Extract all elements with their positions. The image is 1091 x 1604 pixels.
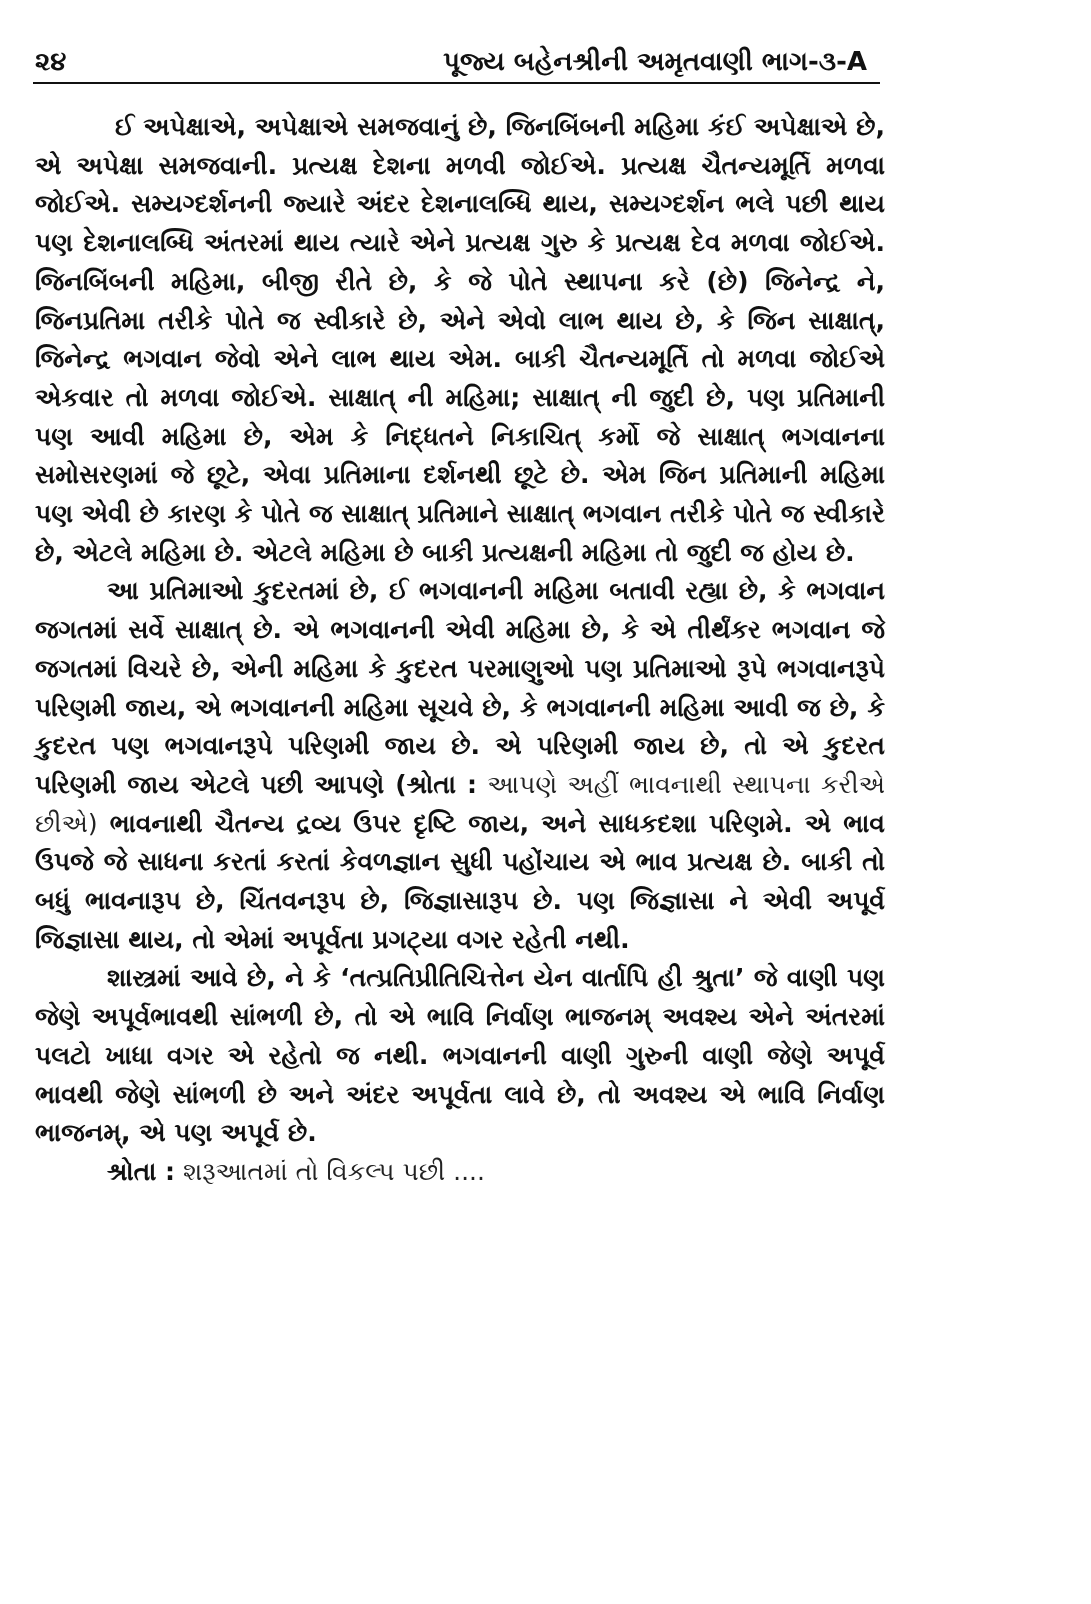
interjection-speech: આપણે અહીં ભાવનાથી સ્થાપના કરીએ છીએ) [35,769,886,838]
header-rule [33,82,880,84]
paragraph-1: ઈ અપેક્ષાએ, અપેક્ષાએ સમજવાનું છે, જિનબિંબની મહિમા કંઈ અપેક્ષાએ છે, એ અપેક્ષા સમજવાની. પ્રત્યક્ષ દેશના મળવી જોઈએ. પ્રત્યક્ષ ચૈતન્યમૂર્તિ મળવા જોઈએ. સમ્યગ્દર્શનની જ્યારે અંદર દેશનાલબ્ધિ થાય, સમ્યગ્દર્શન ભલે પછી થાય પણ દેશનાલબ્ધિ અંતરમાં થાય ત્યારે એને પ્રત્યક્ષ ગુરુ કે પ્રત્યક્ષ દેવ મળવા જોઈએ. જિનબિંબની મહિમા, બીજી રીતે છે, કે જે પોતે સ્થાપના કરે (છે) જિનેન્દ્ર ને, જિનપ્રતિમા તરીકે પોતે જ સ્વીકારે છે, એને એવો લાભ થાય છે, કે જિન સાક્ષાત્, જિનેન્દ્ર ભગવાન જેવો એને લાભ થાય એમ. બાકી ચૈતન્યમૂર્તિ તો મળવા જોઈએ એકવાર તો મળવા જોઈએ. સાક્ષાત્ ની મહિમા; સાક્ષાત્ ની જુદી છે, પણ પ્રતિમાની પણ આવી મહિમા છે, એમ કે નિદ્ધતને નિકાચિત્ કર્મો જે સાક્ષાત્ ભગવાનના સમોસરણમાં જે છૂટે, એવા પ્રતિમાના દર્શનથી છૂટે છે. એમ જિન પ્રતિમાની મહિમા પણ એવી છે કારણ કે પોતે જ સાક્ષાત્ પ્રતિમાને સાક્ષાત્ ભગવાન તરીકે પોતે જ સ્વીકારે છે, એટલે મહિમા છે. એટલે મહિમા છે બાકી પ્રત્યક્ષની મહિમા તો જુદી જ હોય છે. [35,112,885,567]
paragraph-3: શાસ્ત્રમાં આવે છે, ને કે ‘તત્પ્રતિપ્રીતિચિત્તેન યેન વાર્તાપિ હી શ્રુતા’ જે વાણી પણ જેણે અપૂર્વભાવથી સાંભળી છે, તો એ ભાવિ નિર્વાણ ભાજનમ્ અવશ્ય એને અંતરમાં પલટો ખાધા વગર એ રહેતો જ નથી. ભગવાનની વાણી ગુરુની વાણી જેણે અપૂર્વ ભાવથી જેણે સાંભળી છે અને અંદર અપૂર્વતા લાવે છે, તો અવશ્ય એ ભાવિ નિર્વાણ ભાજનમ્, એ પણ અપૂર્વ છે. [35,963,885,1148]
page-header [35,44,867,80]
page-number: ૨૪ [35,47,67,77]
paragraph-2-text-after: ભાવનાથી ચૈતન્ય દ્રવ્ય ઉપર દૃષ્ટિ જાય, અને સાધકદશા પરિણમે. એ ભાવ ઉપજે જે સાધના કરતાં કરતાં કેવળજ્ઞાન સુધી પહોંચાય એ ભાવ પ્રત્યક્ષ છે. બાકી તો બધું ભાવનારૂપ છે, ચિંતવનરૂપ છે, જિજ્ઞાસારૂપ છે. પણ જિજ્ઞાસા ને એવી અપૂર્વ જિજ્ઞાસા થાય, તો એમાં અપૂર્વતા પ્રગટ્યા વગર રહેતી નથી. [35,808,885,954]
paragraph-2-text-before: આ પ્રતિમાઓ કુદરતમાં છે, ઈ ભગવાનની મહિમા બતાવી રહ્યા છે, કે ભગવાન જગતમાં સર્વે સાક્ષાત્ છે. એ ભગવાનની એવી મહિમા છે, કે એ તીર્થંકર ભગવાન જે જગતમાં વિચરે છે, એની મહિમા કે કુદરત પરમાણુઓ પણ પ્રતિમાઓ રૂપે ભગવાનરૂપે પરિણમી જાય, એ ભગવાનની મહિમા સૂચવે છે, કે ભગવાનની મહિમા આવી જ છે, કે કુદરત પણ ભગવાનરૂપે પરિણમી જાય છે. એ પરિણમી જાય છે, તો એ કુદરત પરિણમી જાય એટલે પછી આપણે ( [35,576,885,799]
running-title: પૂજ્ય બહેનશ્રીની અમૃતવાણી ભાગ-૩-A [443,47,867,77]
listener-speech: શરૂઆતમાં તો વિકલ્પ પછી .... [175,1156,485,1186]
interjection-speaker: શ્રોતા : [406,769,478,799]
paragraph-4 [35,1153,885,1192]
page-body [35,108,885,1192]
paragraph-2 [35,572,885,959]
listener-speaker: શ્રોતા : [107,1156,176,1186]
